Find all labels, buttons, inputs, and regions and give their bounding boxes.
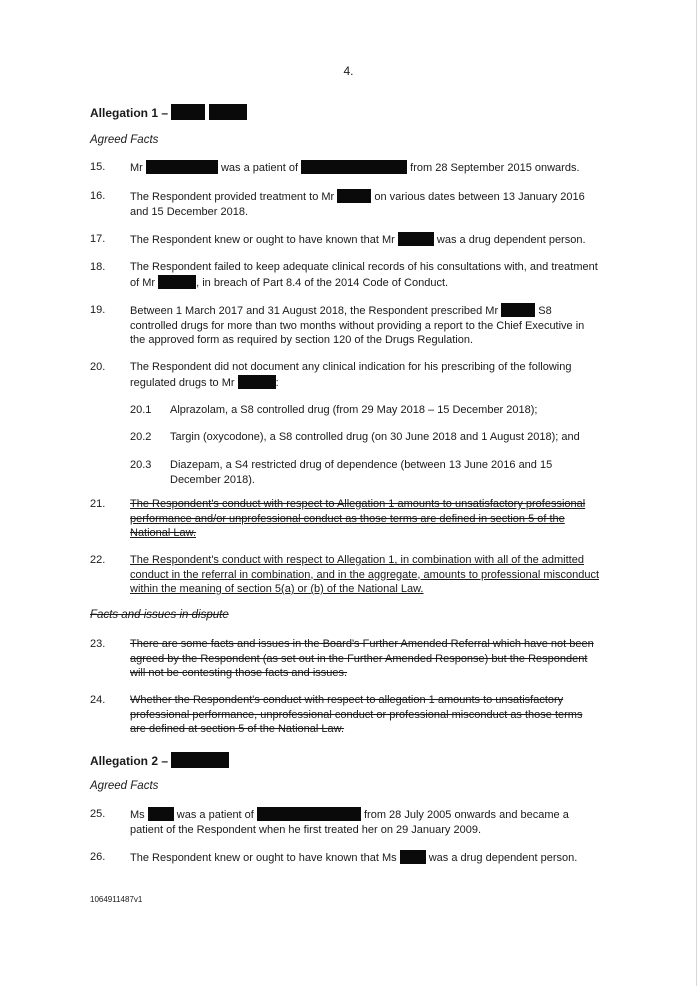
paragraph-text: was a drug dependent person. <box>428 852 578 864</box>
paragraph-text: was a patient of <box>176 809 254 821</box>
heading-text: Allegation 2 – <box>90 754 169 768</box>
paragraph-text: , in breach of Part 8.4 of the 2014 Code of Conduct. <box>196 276 449 289</box>
agreed-facts-label: Agreed Facts <box>90 134 159 146</box>
paragraph-text: The Respondent failed to keep adequate clinical records of his consultations with, and treatment of Mr <box>130 261 598 289</box>
subparagraph-number: 20.1 <box>130 404 152 416</box>
redaction-block <box>209 104 247 120</box>
paragraph-text: from 28 September 2015 onwards. <box>410 162 580 174</box>
agreed-facts-label: Agreed Facts <box>90 780 159 792</box>
paragraph-number: 17. <box>90 233 106 245</box>
paragraph-number: 15. <box>90 161 106 173</box>
paragraph-text: The Respondent provided treatment to Mr <box>130 191 335 203</box>
subparagraph-text: Alprazolam, a S8 controlled drug (from 29 May 2018 – 15 December 2018); <box>170 404 538 416</box>
paragraph-text: The Respondent knew or ought to have known that Ms <box>130 852 397 864</box>
subparagraph-20-3 <box>130 458 600 487</box>
paragraph-16 <box>90 189 600 219</box>
paragraph-text: on various dates between 13 January 2016 and 15 December 2018. <box>130 191 585 218</box>
paragraph-22 <box>90 553 600 597</box>
document-footer-id: 1064911487v1 <box>90 895 143 904</box>
paragraph-number: 26. <box>90 851 106 863</box>
paragraph-23 <box>90 637 600 681</box>
redaction-block <box>398 232 434 246</box>
paragraph-text: was a patient of <box>220 162 299 174</box>
paragraph-number: 23. <box>90 638 106 650</box>
redaction-block <box>171 752 229 768</box>
subparagraph-20-1 <box>130 403 600 418</box>
subparagraph-text: Diazepam, a S4 restricted drug of dependence (between 13 June 2016 and 15 December 2018). <box>170 459 553 486</box>
paragraph-25 <box>90 807 600 837</box>
subparagraph-number: 20.3 <box>130 459 152 471</box>
dispute-label: Facts and issues in dispute <box>90 609 229 621</box>
allegation-1-heading <box>90 104 247 120</box>
paragraph-text: The Respondent's conduct with respect to Allegation 1, in combination with all of the admitted conduct in the referral in combination, and in the aggregate, amounts to professional misconduct within the meaning of section 5(a) or (b) of the National Law. <box>130 554 599 595</box>
redaction-block <box>146 160 218 174</box>
paragraph-17 <box>90 232 600 248</box>
paragraph-text: The Respondent's conduct with respect to Allegation 1 amounts to unsatisfactory professional performance and/or unprofessional conduct as those terms are defined in section 5 of the National Law. <box>130 498 586 539</box>
paragraph-18 <box>90 260 600 290</box>
paragraph-19 <box>90 303 600 348</box>
paragraph-text: There are some facts and issues in the Board's Further Amended Referral which have not been agreed by the Respondent (as set out in the Further Amended Response) but the Respondent will not be contesting those facts and issues. <box>130 638 594 679</box>
redaction-block <box>158 275 196 289</box>
paragraph-number: 21. <box>90 498 106 510</box>
paragraph-number: 24. <box>90 694 106 706</box>
paragraph-text: S8 controlled drugs for more than two months without providing a report to the Chief Executive in the approved form as required by section 120 of the Drugs Regulation. <box>130 305 585 346</box>
heading-text: Allegation 1 – <box>90 106 169 120</box>
redaction-block <box>257 807 361 821</box>
paragraph-number: 18. <box>90 261 106 273</box>
subparagraph-number: 20.2 <box>130 431 152 443</box>
redaction-block <box>501 303 535 317</box>
subparagraph-text: Targin (oxycodone), a S8 controlled drug (on 30 June 2018 and 1 August 2018); and <box>170 431 580 443</box>
paragraph-number: 19. <box>90 304 106 316</box>
paragraph-text: Ms <box>130 809 145 821</box>
paragraph-number: 25. <box>90 808 106 820</box>
redaction-block <box>301 160 407 174</box>
paragraph-number: 22. <box>90 554 106 566</box>
redaction-block <box>400 850 426 864</box>
page-number: 4. <box>343 64 354 78</box>
allegation-2-heading <box>90 752 229 768</box>
paragraph-text: Between 1 March 2017 and 31 August 2018, the Respondent prescribed Mr <box>130 305 499 317</box>
paragraph-text: was a drug dependent person. <box>436 234 586 246</box>
redaction-block <box>337 189 371 203</box>
paragraph-20 <box>90 360 600 390</box>
subparagraph-20-2 <box>130 430 600 445</box>
paragraph-text: Whether the Respondent's conduct with respect to allegation 1 amounts to unsatisfactory professional performance, unprofessional conduct or professional misconduct as those terms are defined at section 5 of the National Law. <box>130 694 583 735</box>
paragraph-text: : <box>275 376 279 389</box>
redaction-block <box>238 375 276 389</box>
paragraph-24 <box>90 693 600 737</box>
paragraph-text: Mr <box>130 162 143 174</box>
paragraph-21 <box>90 497 600 541</box>
paragraph-text: The Respondent did not document any clinical indication for his prescribing of the following regulated drugs to Mr <box>130 361 572 389</box>
paragraph-26 <box>90 850 600 866</box>
paragraph-15 <box>90 160 600 176</box>
paragraph-text: from 28 July 2005 onwards and became a patient of the Respondent when he first treated her on 29 January 2009. <box>130 809 569 836</box>
redaction-block <box>148 807 174 821</box>
redaction-block <box>171 104 205 120</box>
paragraph-number: 16. <box>90 190 106 202</box>
paragraph-text: The Respondent knew or ought to have known that Mr <box>130 234 395 246</box>
paragraph-number: 20. <box>90 361 106 373</box>
